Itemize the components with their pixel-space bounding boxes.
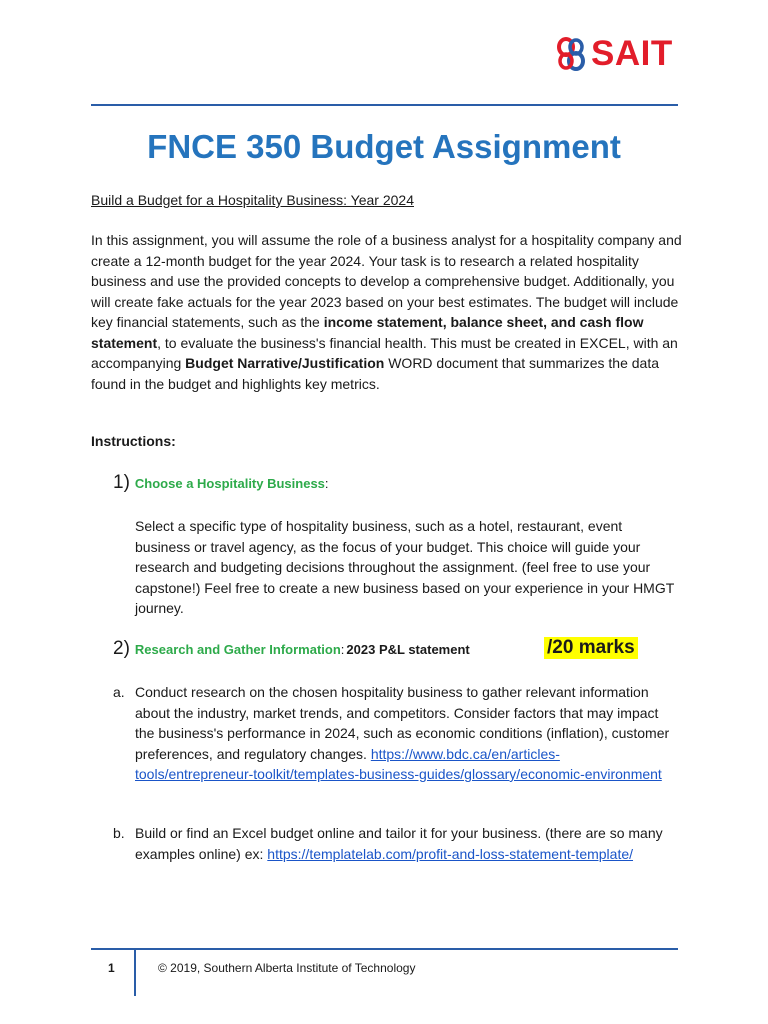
intro-bold-2: Budget Narrative/Justification: [185, 355, 385, 371]
page-title: FNCE 350 Budget Assignment: [147, 128, 621, 165]
step-2-title: Research and Gather Information: [134, 642, 341, 657]
intro-paragraph: [91, 230, 686, 394]
step-1-number: 1): [113, 472, 130, 493]
subtitle: Build a Budget for a Hospitality Business: Year 2024: [91, 192, 414, 208]
header-divider: [91, 104, 678, 106]
sait-logo: [554, 36, 673, 72]
list-item-b: [135, 823, 675, 864]
footer-vertical-divider: [134, 950, 136, 996]
list-marker-a: a.: [113, 684, 125, 700]
intro-text-2: , to evaluate the business's financial health. This must be created in EXCEL, with an accompanying: [91, 334, 678, 371]
intro-bold-1: income statement, balance sheet, and cash flow statement: [91, 314, 644, 351]
templatelab-link[interactable]: https://templatelab.com/profit-and-loss-statement-template/: [267, 845, 634, 862]
marks-badge: /20 marks: [544, 637, 638, 659]
page-number: 1: [108, 961, 115, 975]
logo-text: SAIT: [591, 34, 673, 73]
sait-knot-icon: [554, 36, 588, 72]
step-2-number: 2): [113, 638, 130, 659]
list-item-a: [135, 682, 675, 785]
step-1-colon: :: [324, 476, 329, 491]
step-2-heading: [113, 638, 470, 660]
step-1-title: Choose a Hospitality Business: [134, 476, 325, 491]
footer-divider: [91, 948, 678, 950]
step-2-subtitle: 2023 P&L statement: [346, 642, 470, 657]
copyright-text: © 2019, Southern Alberta Institute of Technology: [158, 961, 416, 975]
step-2-colon: :: [340, 642, 345, 657]
list-marker-b: b.: [113, 825, 125, 841]
step-1-body: Select a specific type of hospitality business, such as a hotel, restaurant, event business or travel agency, as the focus of your budget. This choice will guide your research and budgeting decisions throughout the assignment. (feel free to use your capstone!) Feel free to create a new business based on your experience in your HMGT journey.: [135, 518, 675, 616]
bdc-link[interactable]: https://www.bdc.ca/en/articles-tools/entrepreneur-toolkit/templates-business-guides/glossary/economic-environment: [135, 745, 662, 782]
list-item-b-text: Build or find an Excel budget online and tailor it for your business. (there are so many examples online) ex:: [135, 825, 663, 862]
intro-text-1: In this assignment, you will assume the role of a business analyst for a hospitality company and create a 12-month budget for the year 2024. Your task is to research a related hospitality business and use the provided concepts to develop a comprehensive budget. Additionally, you will create fake actuals for the year 2023 based on your best estimates. The budget will include key financial statements, such as the: [91, 232, 682, 330]
step-1-heading: [113, 472, 329, 494]
list-item-a-text: Conduct research on the chosen hospitality business to gather relevant information about the industry, market trends, and competitors. Consider factors that may impact the business's performance in 2024, such as economic conditions (inflation), customer preferences, and regulatory changes.: [135, 684, 670, 762]
intro-text-3: WORD document that summarizes the data found in the budget and highlights key metrics.: [91, 355, 659, 392]
instructions-heading: Instructions:: [91, 433, 176, 449]
